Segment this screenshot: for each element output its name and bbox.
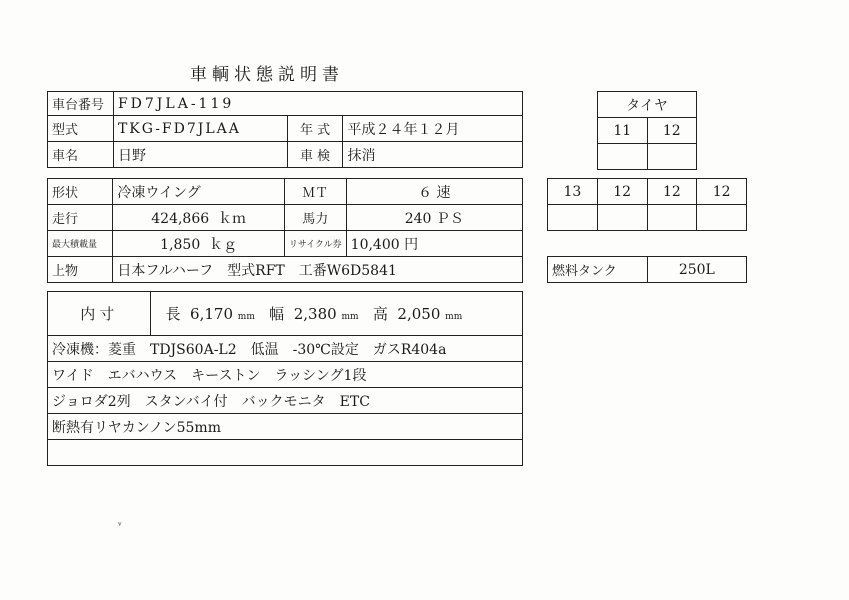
year-value: 平成２４年１２月	[343, 116, 523, 142]
body-value: 日本フルハーフ 型式RFT 工番W6D5841	[113, 257, 523, 283]
body-label: 上物	[48, 257, 113, 283]
front-tire-table	[597, 91, 697, 170]
basic-info-table	[47, 91, 523, 168]
rear-tire-table	[547, 178, 747, 231]
shape-row	[48, 179, 523, 205]
chassis-label: 車台番号	[48, 92, 114, 116]
dimensions-label: 内寸	[48, 292, 151, 336]
note-text: 冷凍機：菱重 TDJS60A-L2 低温 -30℃設定 ガスR404a	[48, 336, 523, 362]
tire-blank-cell	[598, 144, 648, 170]
note-row	[48, 362, 523, 388]
length-label: 長	[165, 305, 181, 323]
fuel-label: 燃料タンク	[548, 257, 648, 283]
stray-mark: ᵛ	[118, 521, 122, 532]
dimensions-table	[47, 291, 523, 466]
load-value: 1,850	[160, 236, 201, 253]
transmission-value: ６ 速	[346, 179, 522, 205]
load-row	[48, 231, 523, 257]
height-value: 2,050	[397, 305, 441, 323]
recycle-value: 10,400 円	[346, 231, 522, 257]
dimensions-row	[48, 292, 523, 336]
mileage-row	[48, 205, 523, 231]
tire-rear-4: 12	[697, 179, 747, 205]
maker-value: 日野	[113, 142, 287, 168]
width-label: 幅	[269, 305, 285, 323]
shape-value: 冷凍ウイング	[113, 179, 285, 205]
body-row	[48, 257, 523, 283]
tire-blank-cell	[647, 144, 697, 170]
model-label: 型式	[48, 116, 114, 142]
note-row	[48, 388, 523, 414]
height-label: 高	[372, 305, 388, 323]
height-unit: mm	[445, 312, 463, 322]
note-text: ワイド エバハウス キーストン ラッシング1段	[48, 362, 523, 388]
chassis-value: FD7JLA-119	[113, 92, 522, 116]
fuel-table	[547, 256, 747, 283]
tire-front-right: 12	[647, 118, 697, 144]
inspection-label: 車 検	[287, 142, 343, 168]
transmission-label: ＭＴ	[284, 179, 346, 205]
note-row	[48, 440, 523, 466]
note-text: 断熱有リヤカンノン55mm	[48, 414, 523, 440]
tire-rear-1: 13	[548, 179, 598, 205]
length-unit: mm	[237, 312, 255, 322]
width-value: 2,380	[293, 305, 337, 323]
load-label: 最大積載量	[48, 231, 113, 257]
power-value: 240 ＰＳ	[346, 205, 522, 231]
inspection-value: 抹消	[343, 142, 523, 168]
fuel-value: 250L	[647, 257, 746, 283]
width-unit: mm	[341, 312, 359, 322]
mileage-label: 走行	[48, 205, 113, 231]
length-value: 6,170	[190, 305, 233, 323]
page-title: 車輌状態説明書	[190, 65, 344, 85]
maker-label: 車名	[48, 142, 114, 168]
chassis-row	[48, 92, 523, 116]
tire-blank-cell	[597, 205, 647, 231]
model-row	[48, 116, 523, 142]
mileage-value: 424,866	[151, 210, 210, 227]
tire-front-left: 11	[598, 118, 648, 144]
specs-table	[47, 178, 523, 283]
tire-blank-cell	[647, 205, 697, 231]
model-value: TKG-FD7JLAA	[113, 116, 287, 142]
year-label: 年 式	[287, 116, 343, 142]
load-unit: ｋｇ	[209, 236, 238, 253]
note-text	[48, 440, 523, 466]
tire-rear-2: 12	[597, 179, 647, 205]
note-text: ジョロダ2列 スタンバイ付 バックモニタ ETC	[48, 388, 523, 414]
power-label: 馬力	[284, 205, 346, 231]
tire-blank-cell	[697, 205, 747, 231]
note-row	[48, 336, 523, 362]
maker-row	[48, 142, 523, 168]
note-row	[48, 414, 523, 440]
tire-rear-3: 12	[647, 179, 697, 205]
tire-blank-cell	[548, 205, 598, 231]
shape-label: 形状	[48, 179, 113, 205]
recycle-label: リサイクル券	[284, 231, 346, 257]
mileage-unit: ｋｍ	[218, 210, 247, 227]
tire-label: タイヤ	[598, 92, 697, 118]
